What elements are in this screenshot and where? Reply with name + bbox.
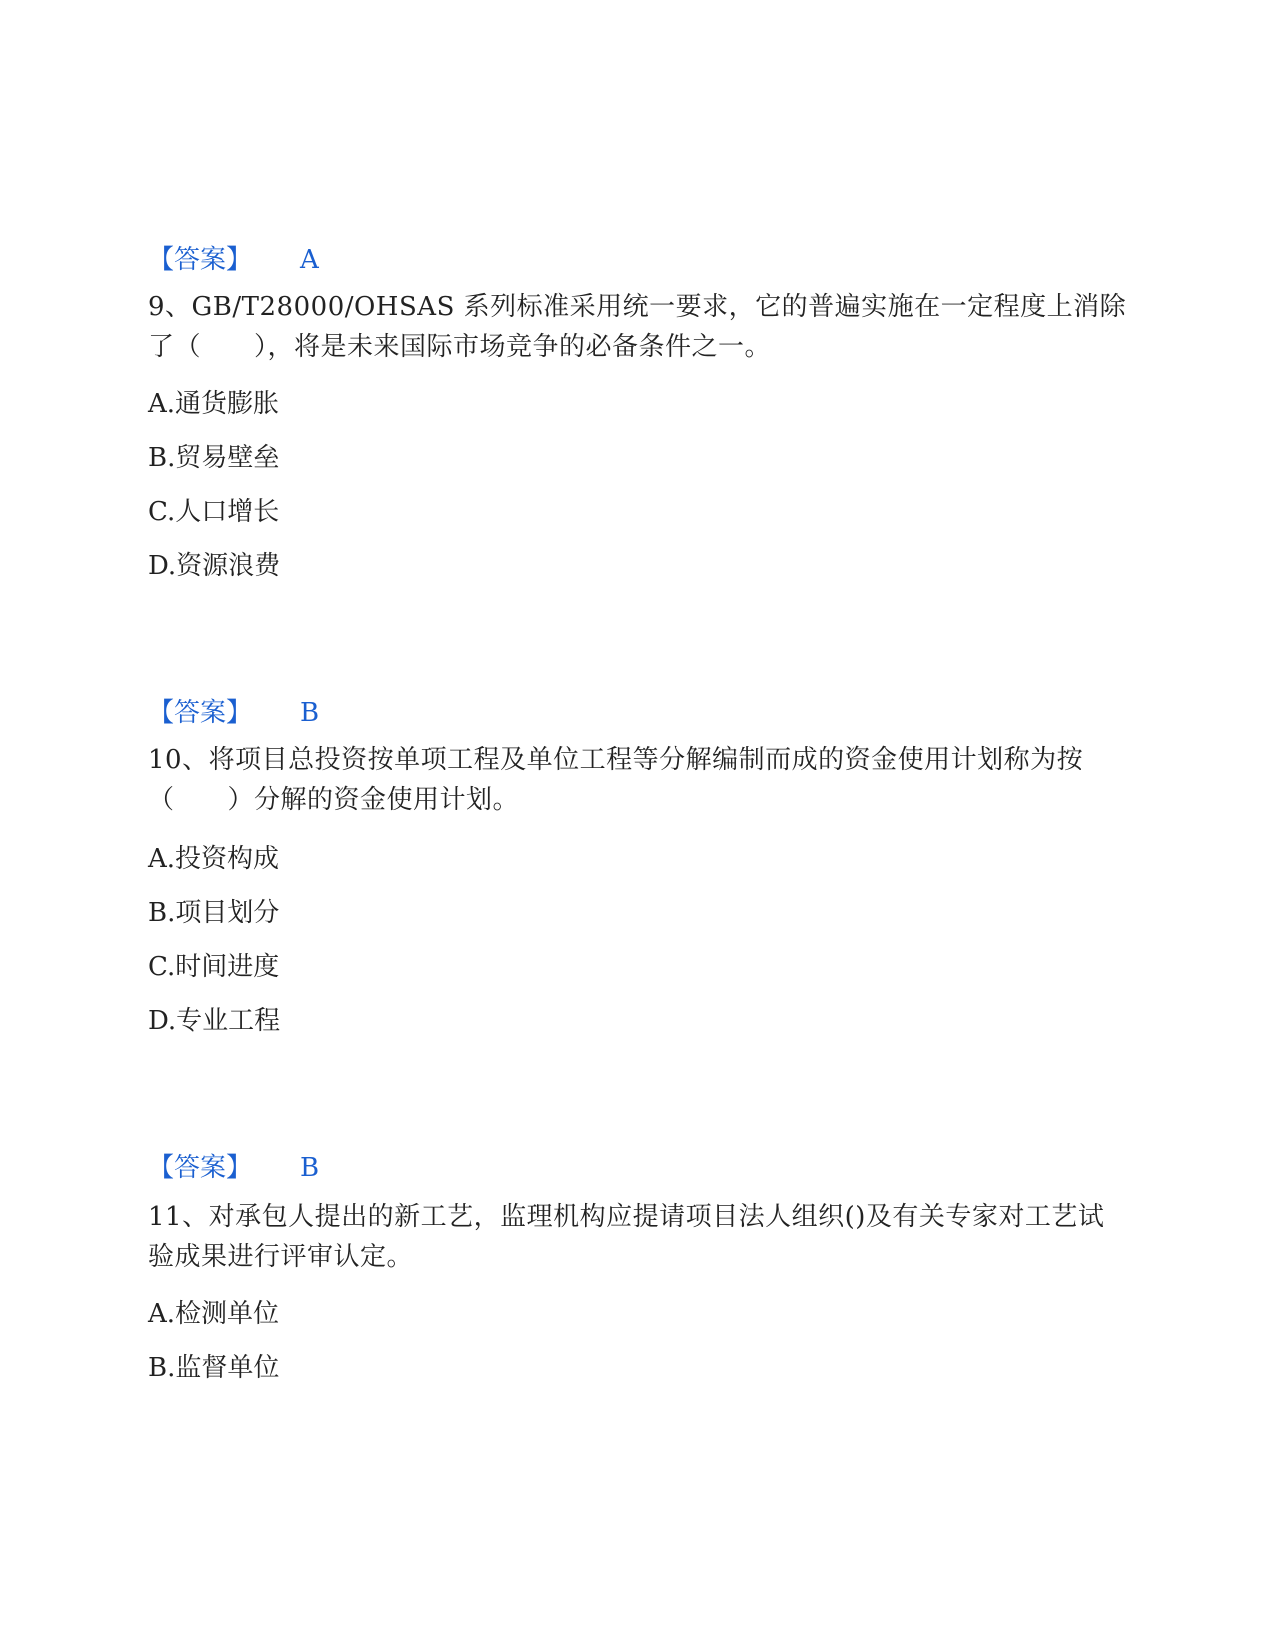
option-b: B.监督单位 [148,1353,280,1383]
option-c: C.人口增长 [148,497,280,527]
question-text: 10、将项目总投资按单项工程及单位工程等分解编制而成的资金使用计划称为按（ ）分解的资金使用计划。 [148,745,1084,815]
answer-label: 【答案】 [148,698,253,728]
answer-value: B [300,1153,320,1183]
question-text: 9、GB/T28000/OHSAS 系列标准采用统一要求，它的普遍实施在一定程度上消除了（ ），将是未来国际市场竞争的必备条件之一。 [148,292,1127,362]
answer-value: B [300,698,320,728]
option-a: A.检测单位 [148,1299,280,1329]
option-a: A.通货膨胀 [148,389,280,419]
option-d: D.专业工程 [148,1006,281,1036]
answer-label: 【答案】 [148,1153,253,1183]
answer-label: 【答案】 [148,245,253,275]
option-a: A.投资构成 [148,844,280,874]
option-b: B.项目划分 [148,898,280,928]
answer-value: A [300,245,319,275]
answer-line [148,244,319,276]
question-text: 11、对承包人提出的新工艺，监理机构应提请项目法人组织()及有关专家对工艺试验成果进行评审认定。 [148,1202,1105,1272]
option-c: C.时间进度 [148,952,280,982]
option-b: B.贸易壁垒 [148,443,280,473]
answer-line [148,697,319,729]
option-d: D.资源浪费 [148,551,281,581]
answer-line [148,1152,319,1184]
